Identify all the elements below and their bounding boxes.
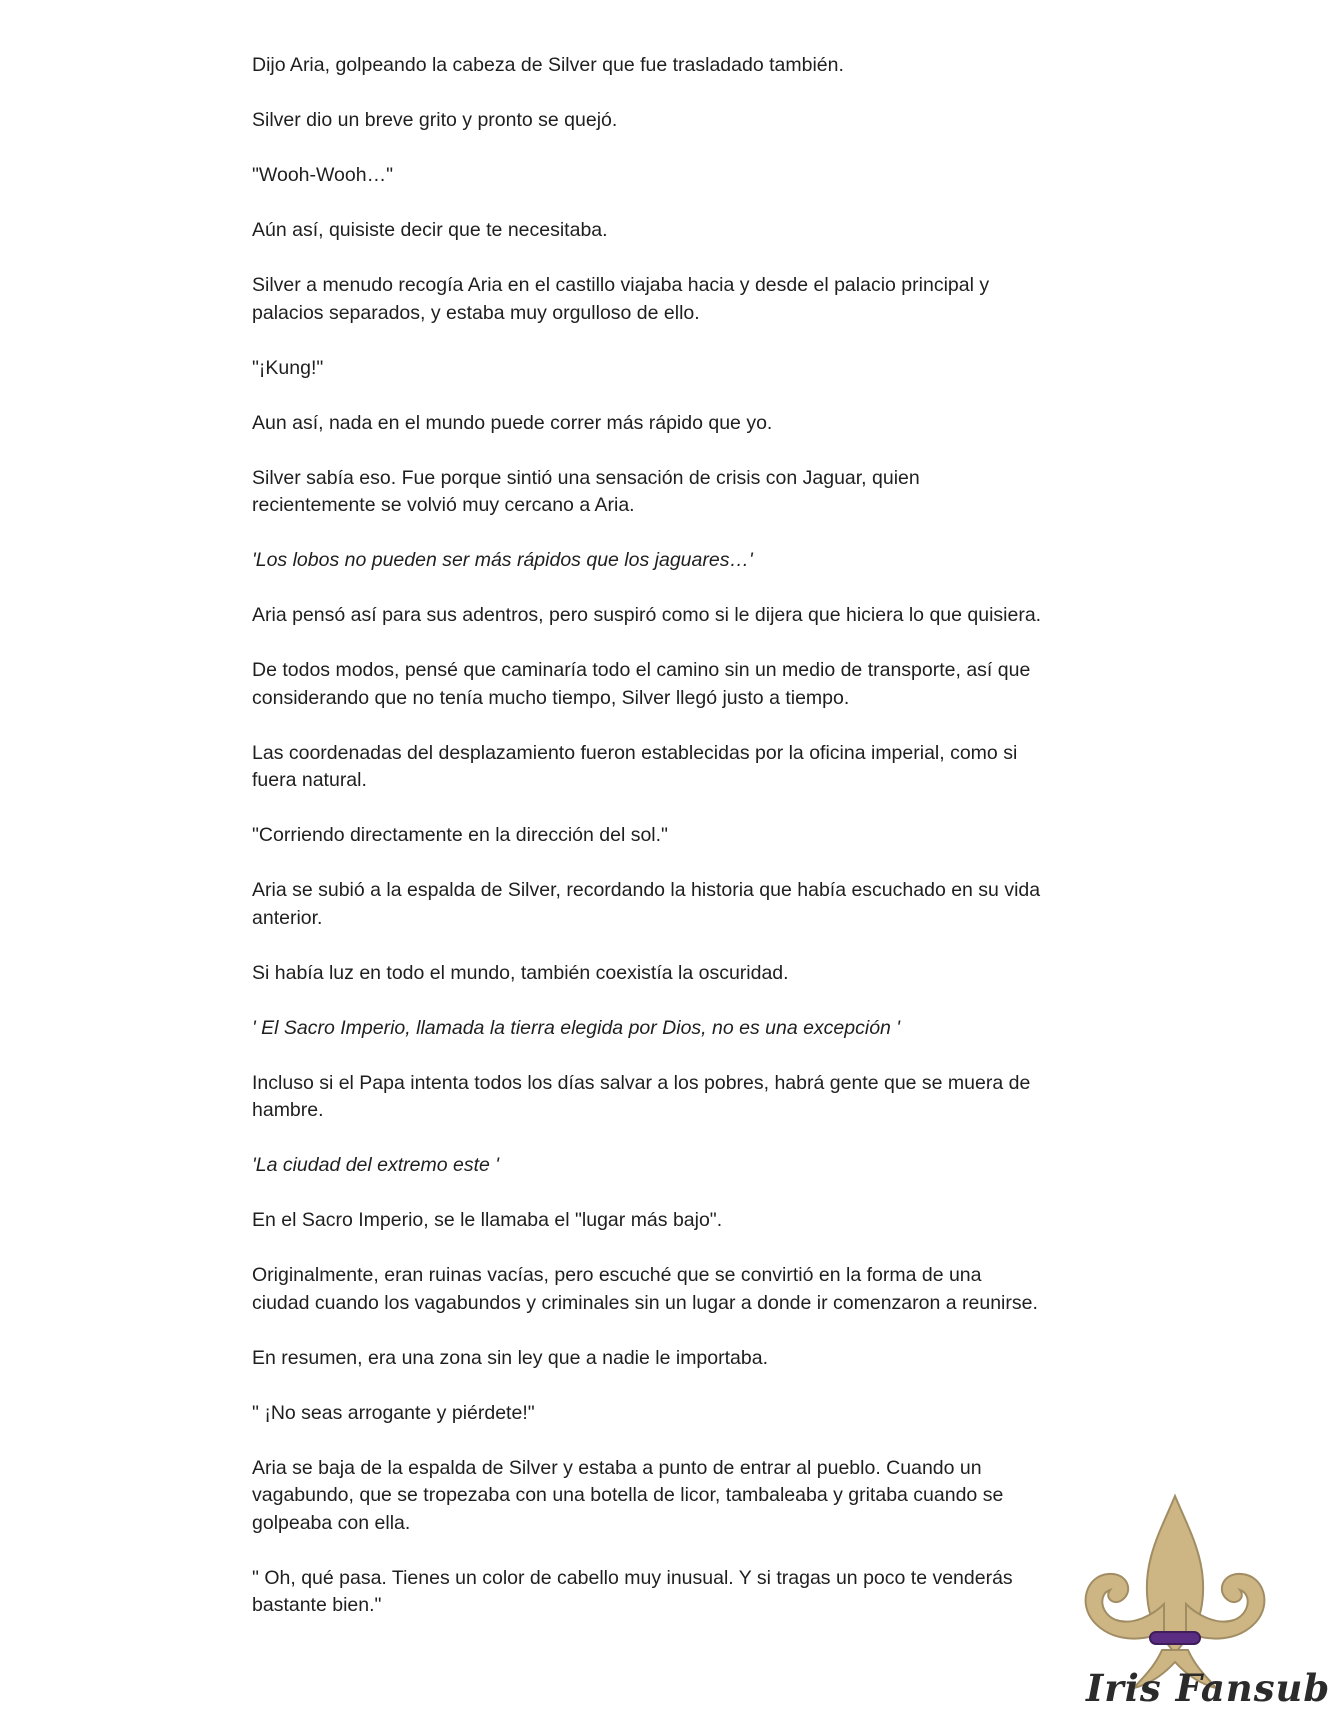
paragraph: Aria pensó así para sus adentros, pero suspiró como si le dijera que hiciera lo que quisiera. <box>252 604 1042 626</box>
paragraph: En resumen, era una zona sin ley que a nadie le importaba. <box>252 1346 768 1369</box>
thought-paragraph: 'La ciudad del extremo este ' <box>252 1154 500 1176</box>
paragraph: En el Sacro Imperio, se le llamaba el "lugar más bajo". <box>252 1209 723 1231</box>
paragraph: Si había luz en todo el mundo, también coexistía la oscuridad. <box>252 961 789 984</box>
paragraph: Las coordenadas del desplazamiento fueron establecidas por la oficina imperial, como si fuera natural. <box>252 741 1018 791</box>
paragraph: Dijo Aria, golpeando la cabeza de Silver que fue trasladado también. <box>252 54 844 76</box>
paragraph: Aun así, nada en el mundo puede correr más rápido que yo. <box>252 411 773 434</box>
paragraph: "Wooh-Wooh…" <box>252 164 394 186</box>
paragraph: Originalmente, eran ruinas vacías, pero escuché que se convirtió en la forma de una ciudad cuando los vagabundos y criminales sin un lugar a donde ir comenzaron a reunirse. <box>252 1264 1038 1314</box>
document-body <box>252 52 1042 1647</box>
watermark-text: Iris Fansub <box>1086 1666 1330 1710</box>
paragraph: Silver a menudo recogía Aria en el castillo viajaba hacia y desde el palacio principal y palacios separados, y estaba muy orgulloso de ello. <box>252 274 990 324</box>
paragraph: Aria se subió a la espalda de Silver, recordando la historia que había escuchado en su vida anterior. <box>252 879 1041 929</box>
paragraph: Incluso si el Papa intenta todos los días salvar a los pobres, habrá gente que se muera de hambre. <box>252 1071 1031 1121</box>
paragraph: " ¡No seas arrogante y piérdete!" <box>252 1401 535 1424</box>
paragraph: Aún así, quisiste decir que te necesitaba. <box>252 219 608 241</box>
paragraph: Silver dio un breve grito y pronto se quejó. <box>252 109 618 131</box>
paragraph: De todos modos, pensé que caminaría todo el camino sin un medio de transporte, así que considerando que no tenía mucho tiempo, Silver llegó justo a tiempo. <box>252 659 1031 709</box>
thought-paragraph: 'Los lobos no pueden ser más rápidos que los jaguares…' <box>252 549 753 571</box>
paragraph: Aria se baja de la espalda de Silver y estaba a punto de entrar al pueblo. Cuando un vagabundo, que se tropezaba con una botella de licor, tambaleaba y gritaba cuando se golpeaba con ella. <box>252 1456 1004 1534</box>
paragraph: "¡Kung!" <box>252 356 324 379</box>
paragraph: Silver sabía eso. Fue porque sintió una sensación de crisis con Jaguar, quien recientemente se volvió muy cercano a Aria. <box>252 466 920 516</box>
paragraph: "Corriendo directamente en la dirección del sol." <box>252 824 668 846</box>
paragraph: " Oh, qué pasa. Tienes un color de cabello muy inusual. Y si tragas un poco te venderás bastante bien." <box>252 1566 1013 1616</box>
thought-paragraph: ' El Sacro Imperio, llamada la tierra elegida por Dios, no es una excepción ' <box>252 1016 901 1039</box>
